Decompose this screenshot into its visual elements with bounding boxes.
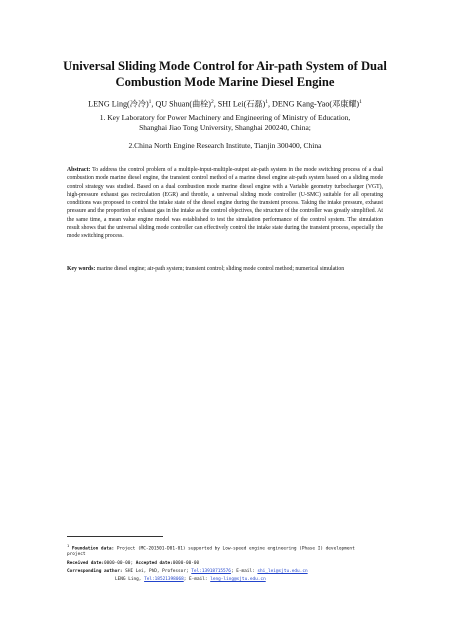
author-name: DENG Kang-Yao(邓康耀) — [272, 99, 360, 109]
affiliation-1 — [40, 113, 410, 132]
author-name: QU Shuan(曲栓) — [155, 99, 211, 109]
affiliation-1-line-2: Shanghai Jiao Tong University, Shanghai 200240, China; — [139, 122, 311, 132]
author-name: LENG Ling(冷冷) — [88, 99, 149, 109]
footnote-author2 — [67, 576, 445, 583]
footnote-dates — [67, 560, 397, 567]
author-list — [40, 97, 410, 110]
foundation-label: Foundation data: — [71, 546, 115, 552]
accepted-label: Accepted date: — [135, 561, 173, 566]
foundation-text: Project (MC-201501-D01-01) supported by Low-speed engine engineering (Phase I) development — [116, 546, 355, 552]
footnote-foundation-cont: project — [67, 552, 86, 557]
accepted-value: 0000-00-00 — [172, 561, 200, 566]
abstract — [67, 166, 383, 241]
author-affiliation-mark: 2 — [210, 99, 214, 105]
received-label: Received date: — [67, 561, 105, 566]
author1-info: SHI Lei, PhD, Professor; — [125, 569, 189, 574]
paper-title — [40, 58, 410, 90]
abstract-text: To address the control problem of a multiple-input-multiple-output air-path system in the mode switching process of a dual combustion mode marine diesel engine, the transient control method of a marine diesel engine air-path system based on a sliding mode control strategy was studied. Based on a dual combustion mode marine diesel engine with a Variable geometry turbocharger (VGT), high-pressure exhaust gas recirculation (EGR) and throttle, a universal sliding mode controller (U-SMC) suitable for all operating conditions was proposed to control the intake state of the diesel engine during the transient process. Taking the intake pressure, exhaust pressure and the proportion of exhaust gas in the intake as the control objectives, the structure of the controller was greatly simplified. At the same time, a mean value engine model was established to test the simulation performance of the control system. The simulation result shows that the universal sliding mode controller can effectively control the intake state during the transient process, especially the mode switching process. — [67, 167, 383, 240]
author-affiliation-mark: 1 — [148, 99, 152, 105]
title-line-1: Universal Sliding Mode Control for Air-path System of Dual — [63, 59, 387, 73]
keywords — [67, 265, 383, 273]
author2-info: LENG Ling, — [115, 577, 142, 582]
author2-email-label: ; E-mail: — [183, 577, 208, 582]
author-name: SHI Lei(石磊) — [217, 99, 266, 109]
footnote-divider — [67, 536, 163, 537]
keywords-text: marine diesel engine; air-path system; transient control; sliding mode control method; numerical simulation — [96, 266, 345, 272]
author1-tel-link[interactable]: Tel:13918715576 — [191, 569, 231, 574]
abstract-label: Abstract: — [67, 167, 91, 173]
author-affiliation-mark: 1 — [265, 99, 268, 105]
author-affiliation-mark: 1 — [359, 99, 362, 105]
corresponding-label: Corresponding author: — [67, 569, 123, 574]
received-value: 0000-00-00; — [104, 561, 134, 566]
footnote-corresponding — [67, 568, 397, 575]
footnote-mark: 1 — [67, 544, 70, 548]
author2-tel-link[interactable]: Tel:18521398068 — [144, 577, 184, 582]
author1-email-link[interactable]: shi_lei@sjtu.edu.cn — [257, 569, 308, 574]
title-line-2: Combustion Mode Marine Diesel Engine — [115, 75, 335, 89]
author-separator: , — [151, 99, 156, 109]
keywords-label: Key words: — [67, 266, 96, 272]
author2-email-link[interactable]: leng-ling@sjtu.edu.cn — [210, 577, 266, 582]
author-separator: , — [213, 99, 218, 109]
author-separator: , — [267, 99, 272, 109]
affiliation-1-line-1: 1. Key Laboratory for Power Machinery and Engineering of Ministry of Education, — [99, 113, 351, 122]
author1-email-label: ; E-mail: — [230, 569, 255, 574]
affiliation-2: 2.China North Engine Research Institute, Tianjin 300400, China — [128, 141, 322, 150]
